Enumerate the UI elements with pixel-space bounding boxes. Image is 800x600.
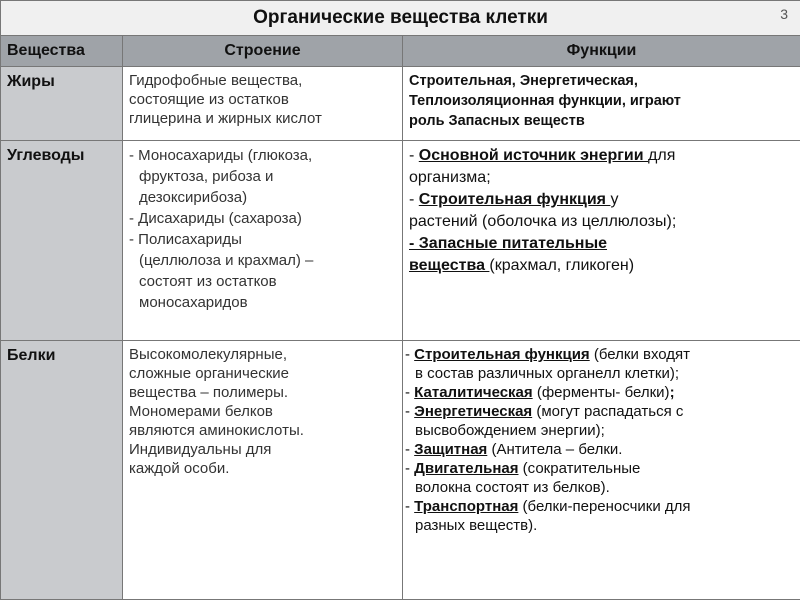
dash: - [409,147,419,164]
proteins-structure-line: Индивидуальны для [129,441,272,458]
protein-function-building [405,345,794,364]
transport-rest: (белки-переносчики для [518,498,691,515]
proteins-structure-line: вещества – полимеры. [129,384,289,401]
fats-structure-line: состоящие из остатков [129,91,289,108]
storage-rest: (крахмал, гликоген) [489,257,635,274]
fats-function-line: Теплоизоляционная функции, играют [409,93,681,109]
dash: - [405,403,415,420]
catalytic-rest: (ферменты- белки) [532,384,670,401]
storage-term-cont: вещества [409,257,490,274]
fats-structure-line: глицерина и жирных кислот [129,110,322,127]
proteins-structure-line: являются аминокислоты. [129,422,304,439]
protein-function-protective [405,440,794,459]
motor-rest: (сократительные [518,460,641,477]
transport-term: Транспортная [414,498,519,515]
carbs-structure-line: (целлюлоза и крахмал) – [139,252,314,269]
catalytic-end: ; [669,384,675,401]
proteins-structure [123,341,403,600]
transport-cont: разных веществ). [415,517,538,534]
dash: - [405,460,415,477]
dash: - [405,498,415,515]
proteins-structure-line: сложные органические [129,365,289,382]
carbs-structure-line: фруктоза, рибоза и [139,168,274,185]
energy-source-term: Основной источник энергии [418,147,649,164]
energy-cont: высвобождением энергии); [415,422,605,439]
fats-structure [123,67,403,141]
carbs-function-energy [409,145,794,167]
fats-structure-line: Гидрофобные вещества, [129,72,303,89]
proteins-name: Белки [1,341,123,600]
protein-function-motor [405,459,794,478]
dash: - [405,384,415,401]
carbs-structure-line: моносахаридов [139,294,248,311]
protein-function-catalytic [405,383,794,402]
energy-term: Энергетическая [414,403,533,420]
header-functions: Функции [403,36,800,67]
building-cont: растений (оболочка из целлюлозы); [409,213,677,230]
proteins-functions [403,341,800,600]
proteins-structure-line: Высокомолекулярные, [129,346,287,363]
carbs-function-storage [409,255,794,277]
row-fats [1,67,800,141]
energy-rest: для [648,147,676,164]
fats-name: Жиры [1,67,123,141]
fats-functions [403,67,800,141]
protein-function-energy [405,402,794,421]
protein-function-transport [405,497,794,516]
proteins-structure-line: Мономерами белков [129,403,273,420]
carbs-structure-line: состоят из остатков [139,273,277,290]
energy-cont: организма; [409,169,491,186]
dash: - [405,441,415,458]
header-row [1,36,800,67]
carbs-structure-line: - Дисахариды (сахароза) [129,210,302,227]
carbs-functions [403,141,800,341]
slide-number: 3 [780,6,788,22]
motor-term: Двигательная [414,460,519,477]
storage-term: - Запасные питательные [409,235,608,252]
header-substances: Вещества [1,36,123,67]
protective-rest: (Антитела – белки. [487,441,623,458]
building-rest: у [610,191,619,208]
protective-term: Защитная [414,441,488,458]
dash: - [405,346,415,363]
building-term: Строительная функция [414,346,590,363]
header-structure: Строение [123,36,403,67]
carbs-structure-line: - Моносахариды (глюкоза, [129,147,313,164]
table-title [1,1,800,36]
dash: - [409,191,419,208]
row-proteins [1,341,800,600]
carbs-structure [123,141,403,341]
fats-function-line: Строительная, Энергетическая, [409,73,638,89]
building-rest: (белки входят [589,346,691,363]
fats-function-line: роль Запасных веществ [409,113,585,129]
building-cont: в состав различных органелл клетки); [415,365,680,382]
title-text: Органические вещества клетки [253,7,548,28]
proteins-structure-line: каждой особи. [129,460,230,477]
carbs-name: Углеводы [1,141,123,341]
catalytic-term: Каталитическая [414,384,533,401]
carbs-structure-line: дезоксирибоза) [139,189,248,206]
building-function-term: Строительная функция [418,191,611,208]
row-carbohydrates [1,141,800,341]
carbs-structure-line: - Полисахариды [129,231,242,248]
motor-cont: волокна состоят из белков). [415,479,610,496]
carbs-function-building [409,189,794,211]
energy-rest: (могут распадаться с [532,403,684,420]
